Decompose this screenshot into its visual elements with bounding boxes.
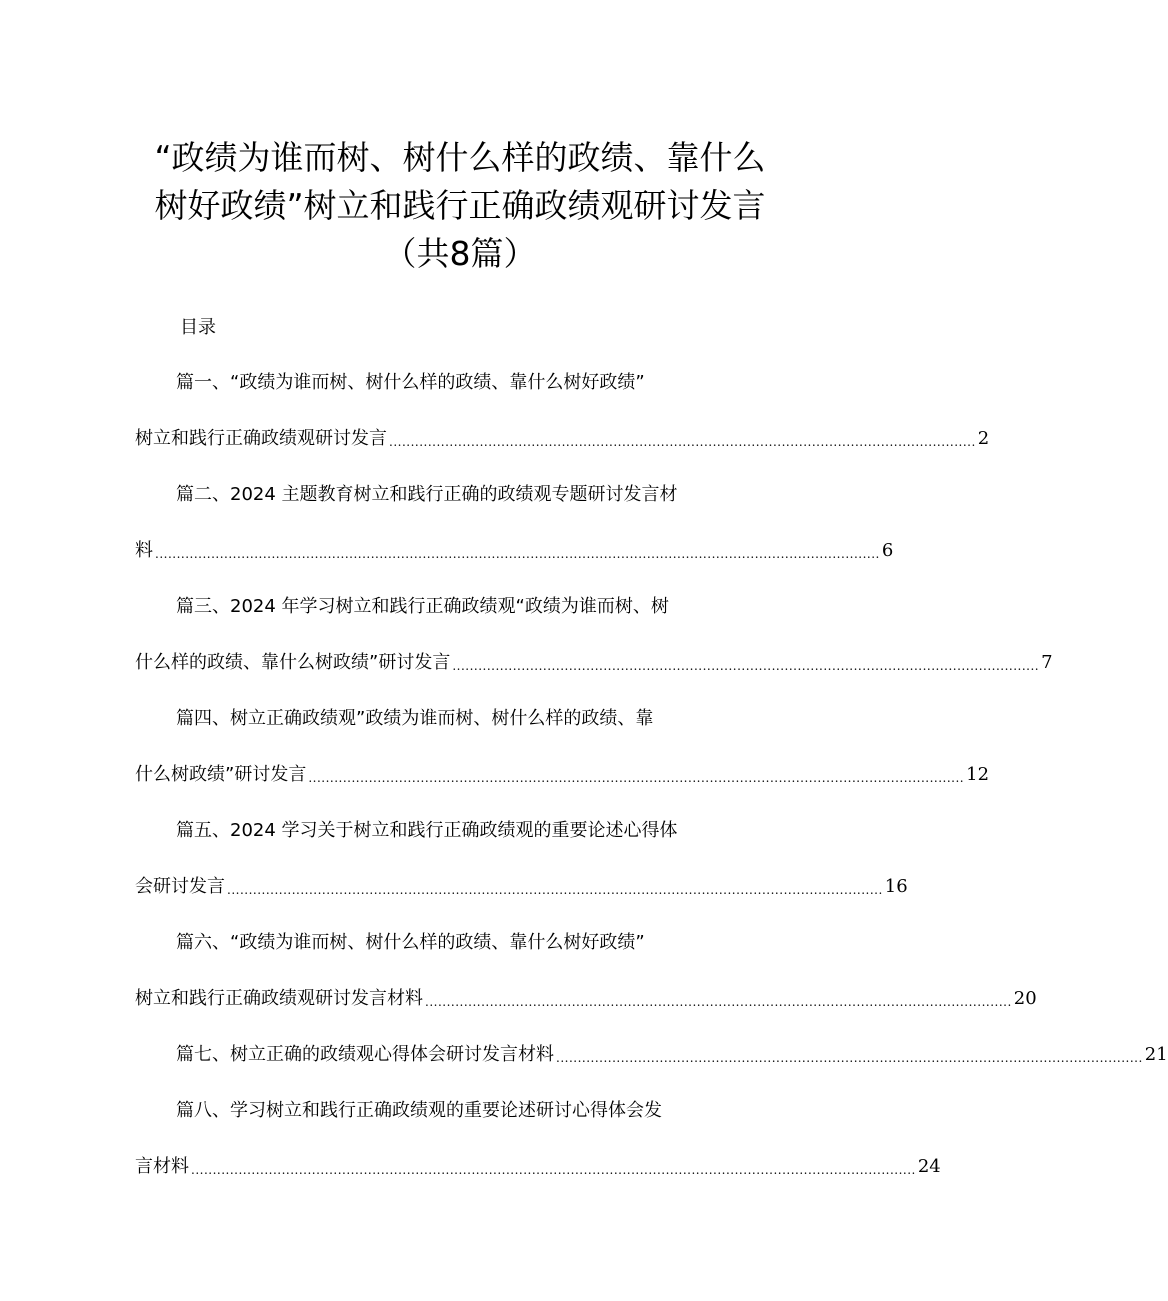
toc-entry-8-line-1[interactable]: 篇八、学习树立和践行正确政绩观的重要论述研讨心得体会发	[176, 1100, 662, 1121]
toc-entry-2-line-1[interactable]: 篇二、2024 主题教育树立和践行正确的政绩观专题研讨发言材	[176, 484, 678, 505]
toc-leader-dots: ........................................................................................................................................................................	[191, 1163, 916, 1177]
toc-entry-6-line-2[interactable]	[135, 986, 1037, 1012]
toc-entry-8-text: 言材料	[135, 1156, 189, 1177]
toc-entry-5-page: 16	[884, 876, 908, 897]
toc-entry-7-text: 篇七、树立正确的政绩观心得体会研讨发言材料	[176, 1044, 554, 1065]
toc-entry-2-text: 料	[135, 540, 153, 561]
toc-entry-4-page: 12	[966, 764, 990, 785]
document-title-line-1: “政绩为谁而树、树什么样的政绩、靠什么	[154, 138, 766, 177]
toc-entry-2-line-2[interactable]	[135, 538, 894, 564]
toc-leader-dots: ........................................................................................................................................................	[308, 771, 965, 785]
toc-entry-6-text: 树立和践行正确政绩观研讨发言材料	[135, 988, 423, 1009]
toc-entry-5-text: 会研讨发言	[135, 876, 225, 897]
document-title-line-2: 树好政绩”树立和践行正确政绩观研讨发言	[154, 186, 766, 225]
toc-entry-3-line-2[interactable]	[135, 650, 1053, 676]
toc-leader-dots: ........................................................................................................................................................	[227, 883, 883, 897]
toc-entry-8-page: 24	[917, 1156, 941, 1177]
toc-entry-1-page: 2	[977, 428, 990, 449]
toc-entry-7-page: 21	[1144, 1044, 1168, 1065]
toc-entry-1-line-1[interactable]: 篇一、“政绩为谁而树、树什么样的政绩、靠什么树好政绩”	[176, 372, 645, 393]
toc-entry-3-line-1[interactable]: 篇三、2024 年学习树立和践行正确政绩观“政绩为谁而树、树	[176, 596, 669, 617]
toc-entry-6-line-1[interactable]: 篇六、“政绩为谁而树、树什么样的政绩、靠什么树好政绩”	[176, 932, 645, 953]
toc-entry-4-text: 什么树政绩”研讨发言	[135, 764, 307, 785]
toc-entry-2-page: 6	[881, 540, 894, 561]
toc-entry-1-line-2[interactable]	[135, 426, 990, 452]
toc-leader-dots: ........................................................................................................................................................................	[155, 547, 880, 561]
toc-entry-5-line-1[interactable]: 篇五、2024 学习关于树立和践行正确政绩观的重要论述心得体	[176, 820, 678, 841]
toc-entry-8-line-2[interactable]	[135, 1154, 941, 1180]
toc-leader-dots: ........................................................................................................................................	[452, 659, 1040, 673]
toc-entry-6-page: 20	[1013, 988, 1037, 1009]
toc-entry-3-page: 7	[1041, 652, 1053, 673]
toc-leader-dots: ........................................................................................................................................	[389, 435, 976, 449]
toc-entry-5-line-2[interactable]	[135, 874, 908, 900]
toc-heading: 目录	[180, 317, 216, 338]
toc-entry-1-text: 树立和践行正确政绩观研讨发言	[135, 428, 387, 449]
toc-leader-dots: ........................................................................................................................................	[556, 1051, 1143, 1065]
document-title-line-3: （共8篇）	[383, 234, 537, 273]
toc-entry-4-line-2[interactable]	[135, 762, 990, 788]
toc-leader-dots: ........................................................................................................................................	[425, 995, 1012, 1009]
toc-entry-4-line-1[interactable]: 篇四、树立正确政绩观”政绩为谁而树、树什么样的政绩、靠	[176, 708, 654, 729]
toc-entry-7-line-1[interactable]	[176, 1042, 1168, 1068]
toc-entry-3-text: 什么样的政绩、靠什么树政绩”研讨发言	[135, 652, 451, 673]
